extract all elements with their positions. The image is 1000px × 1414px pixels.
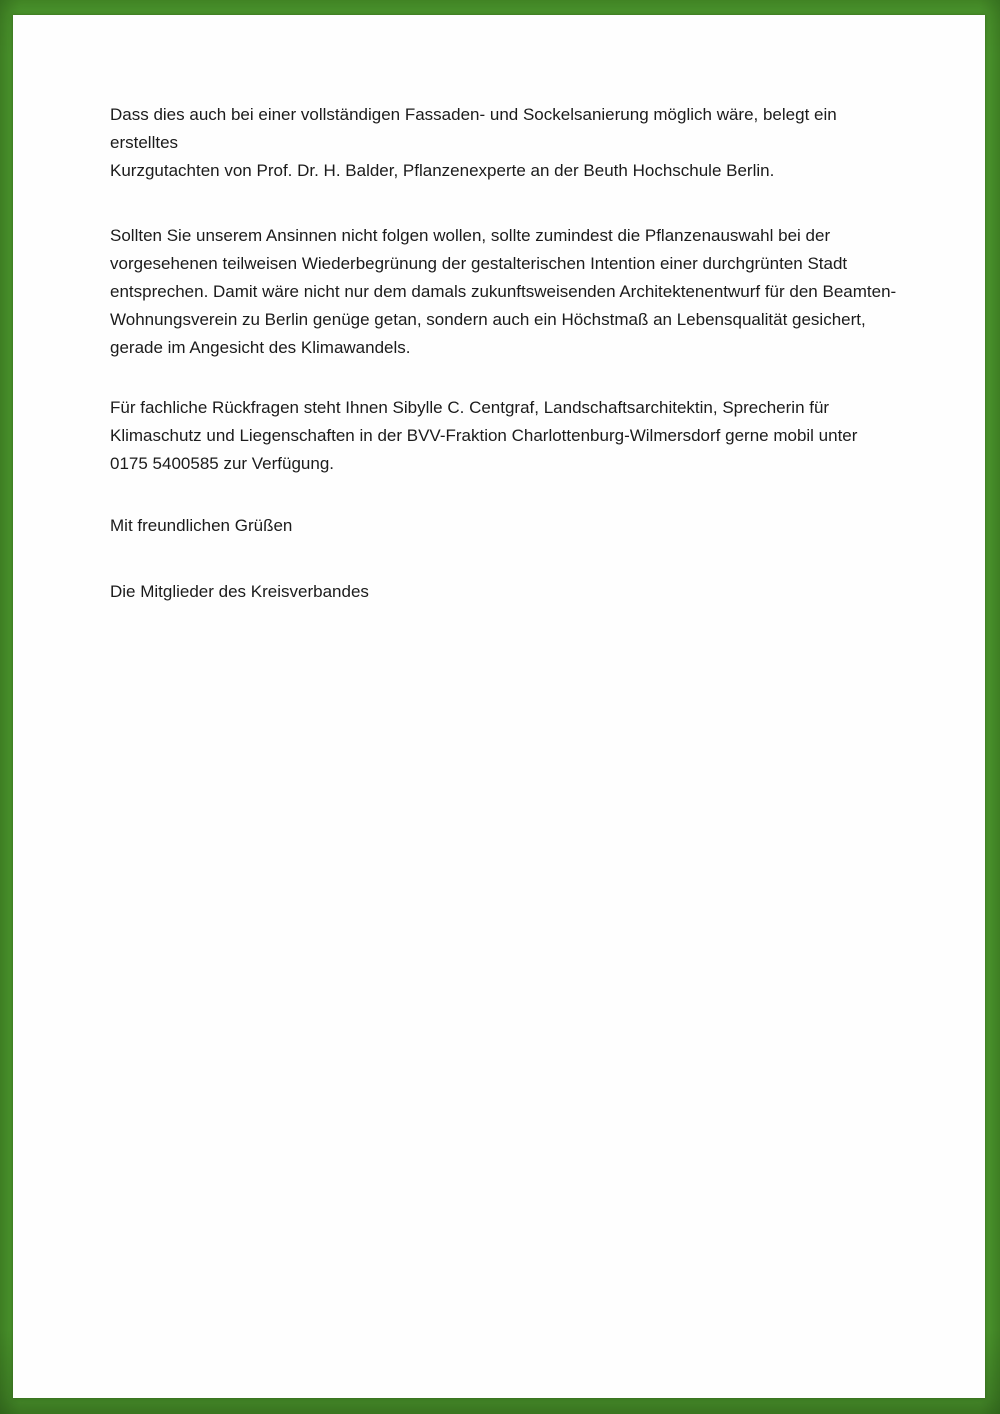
closing-line: Mit freundlichen Grüßen (110, 516, 293, 535)
letter-page (13, 15, 985, 1398)
letter-paragraph-3: Für fachliche Rückfragen steht Ihnen Sibylle C. Centgraf, Landschaftsarchitektin, Sprecherin für Klimaschutz und Liegenschaften in der BVV-Fraktion Charlottenburg-Wilmersdorf gerne mobil unter 0175 5400585 zur Verfügung. (110, 398, 858, 473)
letter-paragraph-1: Dass dies auch bei einer vollständigen Fassaden- und Sockelsanierung möglich wäre, belegt ein erstelltes Kurzgutachten von Prof. Dr. H. Balder, Pflanzenexperte an der Beuth Hochschule Berlin. (110, 105, 837, 180)
signature-line: Die Mitglieder des Kreisverbandes (110, 582, 369, 601)
letter-paragraph-2: Sollten Sie unserem Ansinnen nicht folgen wollen, sollte zumindest die Pflanzenauswahl bei der vorgesehenen teilweisen Wiederbegrünung der gestalterischen Intention einer durchgrünten Stadt entsprechen. Damit wäre nicht nur dem damals zukunftsweisenden Architektenentwurf für den Beamten- Wohnungsverein zu Berlin genüge getan, sondern auch ein Höchstmaß an Lebensqualität gesichert, gerade im Angesicht des Klimawandels. (110, 226, 897, 357)
letter-body (110, 101, 900, 606)
